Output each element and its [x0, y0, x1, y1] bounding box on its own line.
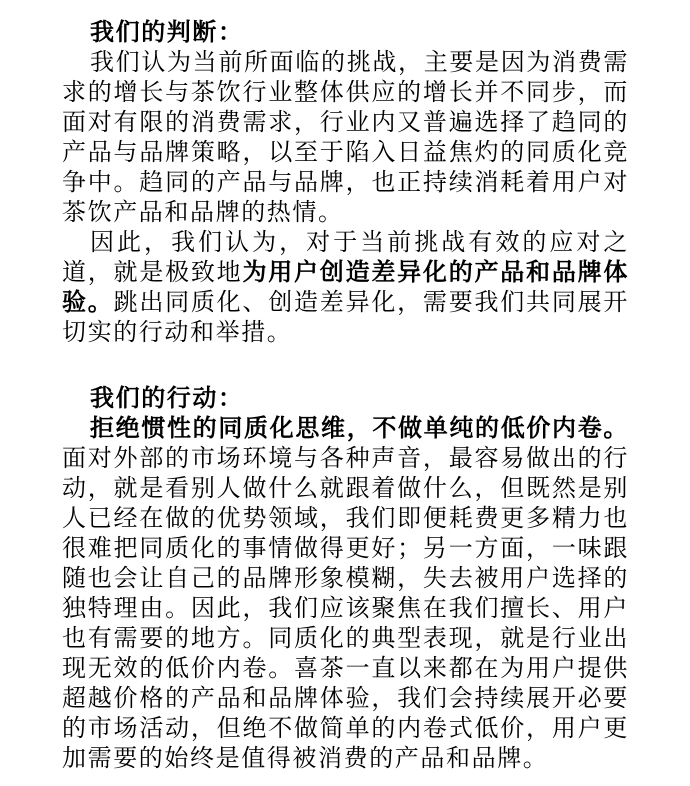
judgment-heading: 我们的判断： [90, 19, 244, 46]
section-action [62, 384, 629, 774]
judgment-paragraph-2 [62, 228, 629, 348]
action-paragraph-1-text: 面对外部的市场环境与各种声音，最容易做出的行动，就是看别人做什么就跟着做什么，但既然是别人已经在做的优势领域，我们即便耗费更多精力也很难把同质化的事情做得更好；另一方面，一味跟随也会让自己的品牌形象模糊，失去被用户选择的独特理由。因此，我们应该聚焦在我们擅长、用户也有需要的地方。同质化的典型表现，就是行业出现无效的低价内卷。喜茶一直以来都在为用户提供超越价格的产品和品牌体验，我们会持续展开必要的市场活动，但绝不做简单的内卷式低价，用户更加需要的始终是值得被消费的产品和品牌。 [62, 445, 629, 772]
action-paragraph-1-emphasis: 拒绝惯性的同质化思维，不做单纯的低价内卷。 [90, 415, 629, 442]
judgment-paragraph-2-emphasis: 为用户创造差异化的产品和品牌体验。 [62, 259, 629, 316]
action-paragraph-1 [62, 414, 629, 774]
judgment-paragraph-1 [62, 48, 629, 228]
judgment-paragraph-2-lead: 因此，我们认为，对于当前挑战有效的应对之道，就是极致地 [62, 229, 629, 286]
judgment-paragraph-1-text: 我们认为当前所面临的挑战，主要是因为消费需求的增长与茶饮行业整体供应的增长并不同步，而面对有限的消费需求，行业内又普遍选择了趋同的产品与品牌策略，以至于陷入日益焦灼的同质化竞争中。趋同的产品与品牌，也正持续消耗着用户对茶饮产品和品牌的热情。 [62, 49, 629, 226]
action-heading: 我们的行动： [90, 385, 244, 412]
judgment-paragraph-2-tail: 跳出同质化、创造差异化，需要我们共同展开切实的行动和举措。 [62, 289, 629, 346]
section-judgment [62, 18, 629, 348]
